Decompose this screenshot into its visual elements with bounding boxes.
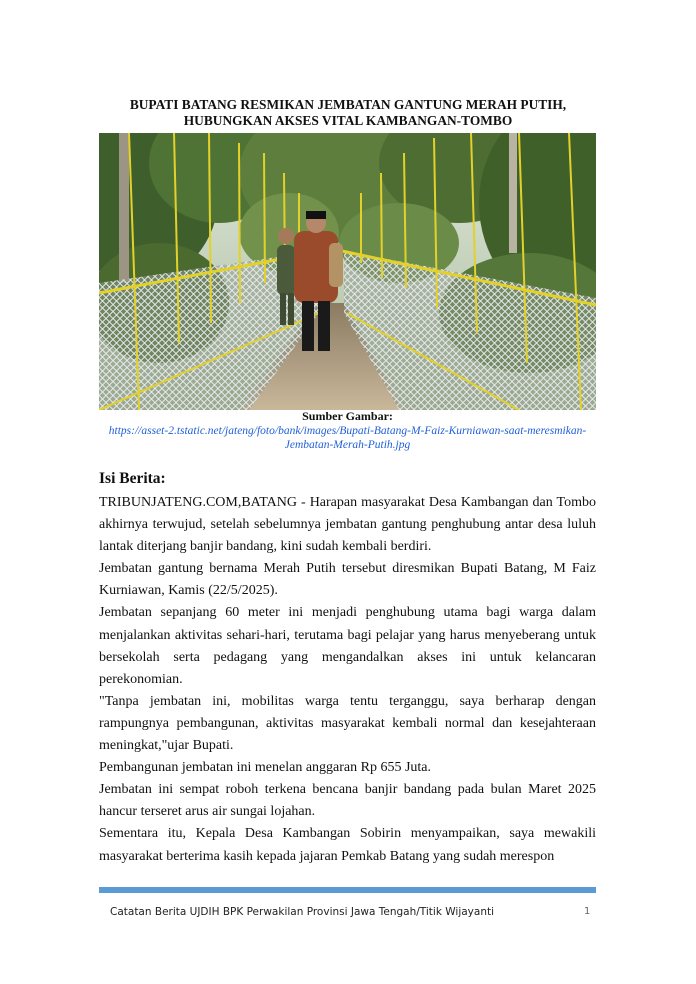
paragraph: Jembatan ini sempat roboh terkena bencana banjir bandang pada bulan Maret 2025 hancur terseret arus air sungai lojahan.	[99, 782, 596, 820]
paragraph: "Tanpa jembatan ini, mobilitas warga tentu terganggu, saya berharap dengan rampungnya pembangunan, aktivitas masyarakat kembali normal dan kesejahteraan meningkat,"ujar Bupati.	[99, 693, 596, 754]
bridge-photo	[99, 133, 596, 410]
paragraph: Jembatan gantung bernama Merah Putih tersebut diresmikan Bupati Batang, M Faiz Kurniawan, Kamis (22/5/2025).	[99, 561, 596, 599]
footer-text: Catatan Berita UJDIH BPK Perwakilan Provinsi Jawa Tengah/Titik Wijayanti	[110, 906, 495, 918]
article-body	[99, 492, 596, 868]
document-title	[90, 97, 606, 129]
image-source-link[interactable]	[99, 424, 596, 452]
footer-rule	[99, 887, 596, 893]
title-line-2: HUBUNGKAN AKSES VITAL KAMBANGAN-TOMBO	[183, 113, 513, 128]
image-source-url-line-2[interactable]: Jembatan-Merah-Putih.jpg	[284, 439, 411, 451]
paragraph: Jembatan sepanjang 60 meter ini menjadi penghubung utama bagi warga dalam menjalankan aktivitas sehari-hari, terutama bagi pelajar yang harus menyeberang untuk bersekolah serta pedagang yang mengandalkan akses ini untuk kelancaran perekonomian.	[99, 605, 596, 687]
paragraph: TRIBUNJATENG.COM,BATANG - Harapan masyarakat Desa Kambangan dan Tombo akhirnya terwujud, setelah sebelumnya jembatan gantung penghubung antar desa luluh lantak diterjang banjir bandang, kini sudah kembali berdiri.	[99, 495, 596, 555]
title-line-1: BUPATI BATANG RESMIKAN JEMBATAN GANTUNG MERAH PUTIH,	[129, 97, 567, 112]
section-heading: Isi Berita:	[99, 470, 166, 487]
paragraph: Sementara itu, Kepala Desa Kambangan Sobirin menyampaikan, saya mewakili masyarakat berterima kasih kepada jajaran Pemkab Batang yang sudah merespon	[99, 826, 596, 864]
page-number: 1	[584, 906, 591, 917]
image-source-label: Sumber Gambar:	[302, 409, 393, 423]
paragraph: Pembangunan jembatan ini menelan anggaran Rp 655 Juta.	[99, 760, 432, 776]
image-source-url-line-1[interactable]: https://asset-2.tstatic.net/jateng/foto/bank/images/Bupati-Batang-M-Faiz-Kurniawan-saat-meresmikan-	[108, 425, 587, 437]
